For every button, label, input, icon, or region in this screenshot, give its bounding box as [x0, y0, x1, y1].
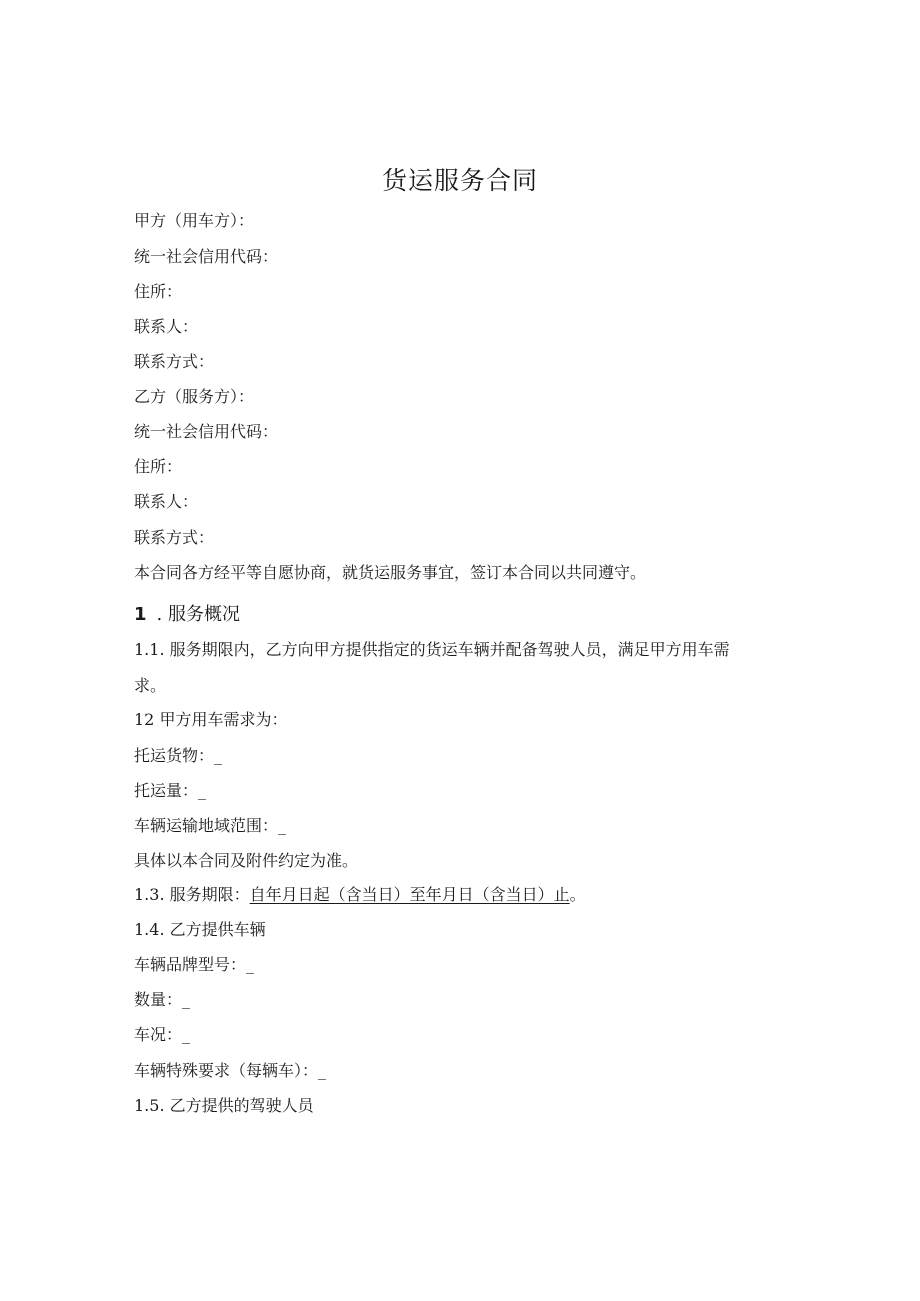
section-1-title: . 服务概况 — [156, 604, 240, 625]
vehicle-model-field: 车辆品牌型号：_ — [134, 955, 255, 974]
party-a-label: 甲方（用车方）： — [134, 211, 255, 230]
clause-1-4: 1.4. 乙方提供车辆 — [134, 920, 266, 939]
party-b-contact-person: 联系人： — [134, 492, 199, 511]
section-1-heading — [134, 603, 240, 627]
volume-field: 托运量：_ — [134, 781, 207, 800]
party-b-credit-code: 统一社会信用代码： — [134, 422, 279, 441]
clause-1-3-prefix: 1.3. 服务期限： — [134, 885, 250, 904]
document-title: 货运服务合同 — [381, 166, 538, 195]
region-field: 车辆运输地域范围：_ — [134, 816, 287, 835]
clause-1-3 — [134, 884, 586, 906]
section-1-number: 1 — [134, 604, 147, 625]
preamble: 本合同各方经平等自愿协商，就货运服务事宜，签订本合同以共同遵守。 — [134, 563, 647, 582]
clause-1-1-line1: 1.1. 服务期限内，乙方向甲方提供指定的货运车辆并配备驾驶人员，满足甲方用车需 — [134, 640, 730, 659]
clause-1-5: 1.5. 乙方提供的驾驶人员 — [134, 1096, 314, 1115]
condition-field: 车况：_ — [134, 1025, 191, 1044]
party-a-address: 住所： — [134, 282, 183, 301]
special-requirements-field: 车辆特殊要求（每辆车）：_ — [134, 1061, 327, 1080]
party-b-address: 住所： — [134, 457, 183, 476]
party-b-contact-method: 联系方式： — [134, 528, 215, 547]
party-b-label: 乙方（服务方）： — [134, 387, 255, 406]
cargo-field: 托运货物：_ — [134, 746, 223, 765]
clause-1-2: 12 甲方用车需求为： — [134, 710, 288, 729]
subject-to-note: 具体以本合同及附件约定为准。 — [134, 851, 359, 870]
clause-1-1-line2: 求。 — [134, 676, 167, 695]
service-period: 自年月日起（含当日）至年月日（含当日）止 — [249, 885, 570, 904]
quantity-field: 数量：_ — [134, 990, 191, 1009]
clause-1-3-suffix: 。 — [569, 885, 586, 904]
party-a-contact-method: 联系方式： — [134, 352, 215, 371]
party-a-contact-person: 联系人： — [134, 317, 199, 336]
party-a-credit-code: 统一社会信用代码： — [134, 247, 279, 266]
